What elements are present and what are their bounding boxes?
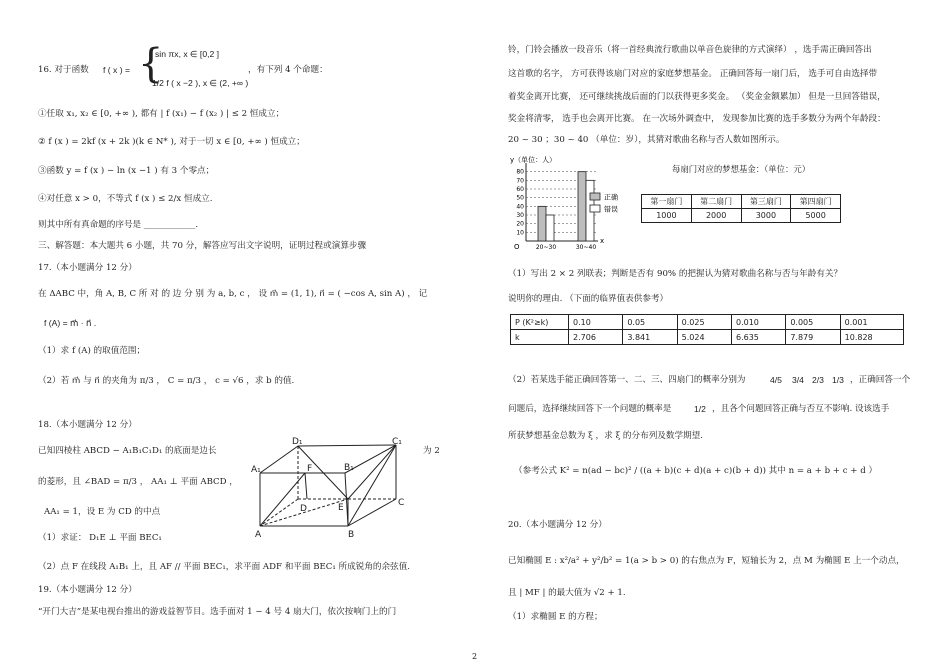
x-tick-label: 20~30 [535,244,557,251]
edge-B-C1 [348,445,396,526]
label-C1: C₁ [392,437,402,447]
q16-prop2: ② f (x ) = 2kf (x + 2k )(k ∈ N* ), 对于一切 x ∈ [0, +∞ ) 恒成立； [38,137,305,147]
fund-value-cell: 5000 [791,209,841,223]
y-tick-label: 60 [516,186,524,193]
q18-line3: AA₁ = 1，设 E 为 CD 的中点 [44,507,161,517]
q16-after: ，有下列 4 个命题： [248,65,328,75]
k2-cell: 3.841 [623,330,677,345]
q19-sub2-line3: 所获梦想基金总数为 ξ ，求 ξ 的分布列及数学期望. [508,431,704,441]
y-tick-label: 70 [516,177,524,185]
label-B1: B₁ [344,463,354,473]
k2-cell: 0.05 [623,315,677,330]
bar-chart [506,155,626,255]
fund-value-cell: 2000 [691,209,741,223]
q16-prop1: ①任取 x₁, x₂ ∈ [0, +∞ ), 都有 | f (x₁) − f (x₂ ) | ≤ 2 恒成立； [38,109,285,119]
q19-sub2-line2-after: ，且各个问题回答正确与否互不影响. 设该选手 [712,404,890,414]
q17-sub1: （1）求 f (A) 的取值范围； [38,346,146,356]
q19-sub2-after: ，正确回答一个 [850,375,911,385]
q16-prop4: ④对任意 x > 0，不等式 f (x ) ≤ 2/x 恒成立. [38,194,213,204]
q18-sub1: （1）求证： D₁E ⊥ 平面 BEC₁ [38,533,162,543]
q17-line2: f (A) = m⃗ · n⃗ . [44,318,97,328]
q16-ask: 则其中所有真命题的序号是 ____________. [38,220,199,230]
bar-1-0 [546,215,554,241]
q19-cont-1: 铃，门铃会播放一段音乐（将一首经典流行歌曲以单音色旋律的方式演绎） ，选手需正确回答出 [508,45,872,55]
section3-heading: 三、解答题：本大题共 6 小题，共 70 分，解答应写出文字说明，证明过程或演算步骤 [38,241,367,251]
edge-C1-D1 [298,445,396,446]
legend-label-0: 正确 [604,193,618,202]
q18-line1-end: 为 2 [423,446,440,456]
prob-3: 2/3 [812,375,824,385]
k2-row-label: P (K²≥k) [511,315,569,330]
continue-prob: 1/2 [694,404,706,414]
edge-F-D [305,473,307,499]
q19-line1: “开门大吉”是某电视台推出的游戏益智节目。选手面对 1 − 4 号 4 扇大门，依次按响门上的门 [38,607,397,617]
k2-cell: 5.024 [677,330,731,345]
k2-cell: 0.005 [786,315,840,330]
y-tick-label: 20 [516,220,524,228]
q19-sub2-line2: 问题后，选择继续回答下一个问题的概率是 [508,404,672,414]
fund-table-title: 每扇门对应的梦想基金：（单位：元） [672,164,811,174]
k2-row-label: k [511,330,569,345]
q18-line2: 的菱形，且 ∠BAD = π/3 ， AA₁ ⊥ 平面 ABCD ， [38,477,238,487]
q20-title: 20.（本小题满分 12 分） [508,520,607,530]
x-tick-label: 30~40 [575,244,597,251]
q16-fx: f ( x ) = [103,65,130,75]
k2-table [510,314,904,345]
q16-case1: sin πx, x ∈ [0,2 ] [155,49,220,59]
label-A: A [255,530,262,540]
k2-cell: 10.828 [840,330,903,345]
prob-1: 4/5 [770,375,782,385]
y-axis-label: y（单位：人） [510,156,557,164]
edge-E-C1 [348,445,396,499]
fund-table [641,194,841,223]
q19-sub2: （2）若某选手能正确回答第一、二、三、四扇门的概率分别为 [508,375,746,385]
q19-cont-2: 这首歌的名字， 方可获得该扇门对应的家庭梦想基金。 正确回答每一扇门后， 选手可自由选择带 [508,69,878,79]
label-D1: D₁ [292,437,303,447]
label-C: C [398,498,405,508]
q19-title: 19.（本小题满分 12 分） [38,585,137,595]
bar-0-1 [578,172,586,241]
label-D: D [300,504,307,514]
y-tick-label: 80 [516,168,524,176]
fund-header-cell: 第三扇门 [741,195,791,209]
label-B: B [348,530,355,540]
legend-label-1: 错误 [604,205,618,214]
q20-line2: 且 | MF | 的最大值为 √2 + 1. [508,588,626,598]
fund-header-cell: 第四扇门 [791,195,841,209]
q19-sub1: （1）写出 2 × 2 列联表；判断是否有 90% 的把握认为猜对歌曲名称与否与年龄有关？ [508,269,843,279]
k2-cell: 6.635 [731,330,785,345]
q19-sub1-note: 说明你的理由. （下面的临界值表供参考） [508,294,669,304]
k2-row-k [511,330,904,345]
fund-table-value-row [642,209,841,223]
q19-cont-4: 奖金将清零， 选手也会离开比赛。 在一次场外调查中， 发现参加比赛的选手多数分为两个年龄段： [508,114,886,124]
y-tick-label: 30 [516,212,524,219]
label-A1: A₁ [251,465,261,475]
q17-title: 17.（本小题满分 12 分） [38,263,137,273]
q17-sub2: （2）若 m⃗ 与 n⃗ 的夹角为 π/3 ， C = π/3 ， c = √6 ，求 b 的值. [38,376,295,386]
q18-line1: 已知四棱柱 ABCD − A₁B₁C₁D₁ 的底面是边长 [38,446,217,456]
prism-figure [250,436,430,546]
label-F: F [307,464,313,474]
k2-cell: 0.10 [569,315,623,330]
q17-line1: 在 ΔABC 中，角 A, B, C 所 对 的 边 分 别 为 a, b, c ， 设 m⃗ = (1, 1), n⃗ = ( −cos A, sin A) ， 记 [38,289,428,299]
q16-prop3: ③函数 y = f (x ) − ln (x −1 ) 有 3 个零点； [38,166,215,176]
q16-intro: 16. 对于函数 [38,65,89,75]
q18-sub2: （2）点 F 在线段 A₁B₁ 上，且 AF // 平面 BEC₁，求平面 ADF 和平面 BEC₁ 所成锐角的余弦值. [38,562,411,572]
fund-value-cell: 1000 [642,209,692,223]
k2-cell: 0.025 [677,315,731,330]
k2-cell: 0.010 [731,315,785,330]
k2-cell: 2.706 [569,330,623,345]
legend-swatch-0 [590,193,600,200]
y-tick-label: 40 [516,203,524,211]
q20-line1: 已知椭圆 E : x²/a² + y²/b² = 1(a > b > 0) 的右焦点为 F，短轴长为 2，点 M 为椭圆 E 上一个动点， [508,556,905,566]
x-axis-label: x [600,237,605,245]
k2-cell: 7.879 [786,330,840,345]
legend-swatch-1 [590,205,600,212]
y-tick-label: 50 [516,194,524,202]
y-tick-label: 10 [516,229,524,237]
page-number: 2 [472,652,478,661]
q16-case2: 1/2 f ( x −2 ), x ∈ (2, +∞ ) [152,78,249,88]
q19-cont-3: 着奖金离开比赛， 还可继续挑战后面的门以获得更多奖金。 （奖金金额累加） 但是一旦回答错误， [508,92,886,102]
label-E: E [338,503,344,513]
origin-label: O [514,243,520,251]
k2-row-p [511,315,904,330]
q20-sub1: （1）求椭圆 E 的方程； [508,612,603,622]
q19-cont-5: 20 ~ 30 ；30 ~ 40 （单位：岁），其猜对歌曲名称与否人数如图所示。 [508,135,785,145]
edge-B-C [348,499,396,526]
prob-4: 1/3 [832,375,844,385]
q18-title: 18.（本小题满分 12 分） [38,420,137,430]
fund-table-header-row [642,195,841,209]
fund-header-cell: 第一扇门 [642,195,692,209]
fund-header-cell: 第二扇门 [691,195,741,209]
edge-D1-A1 [260,446,298,473]
bar-0-0 [538,206,546,241]
fund-value-cell: 3000 [741,209,791,223]
q16-brace: { [138,41,164,87]
k2-cell: 0.001 [840,315,903,330]
prob-2: 3/4 [792,375,804,385]
reference-formula: （参考公式 K² = n(ad − bc)² / ((a + b)(c + d)(a + c)(b + d)) 其中 n = a + b + c + d ） [514,466,878,476]
